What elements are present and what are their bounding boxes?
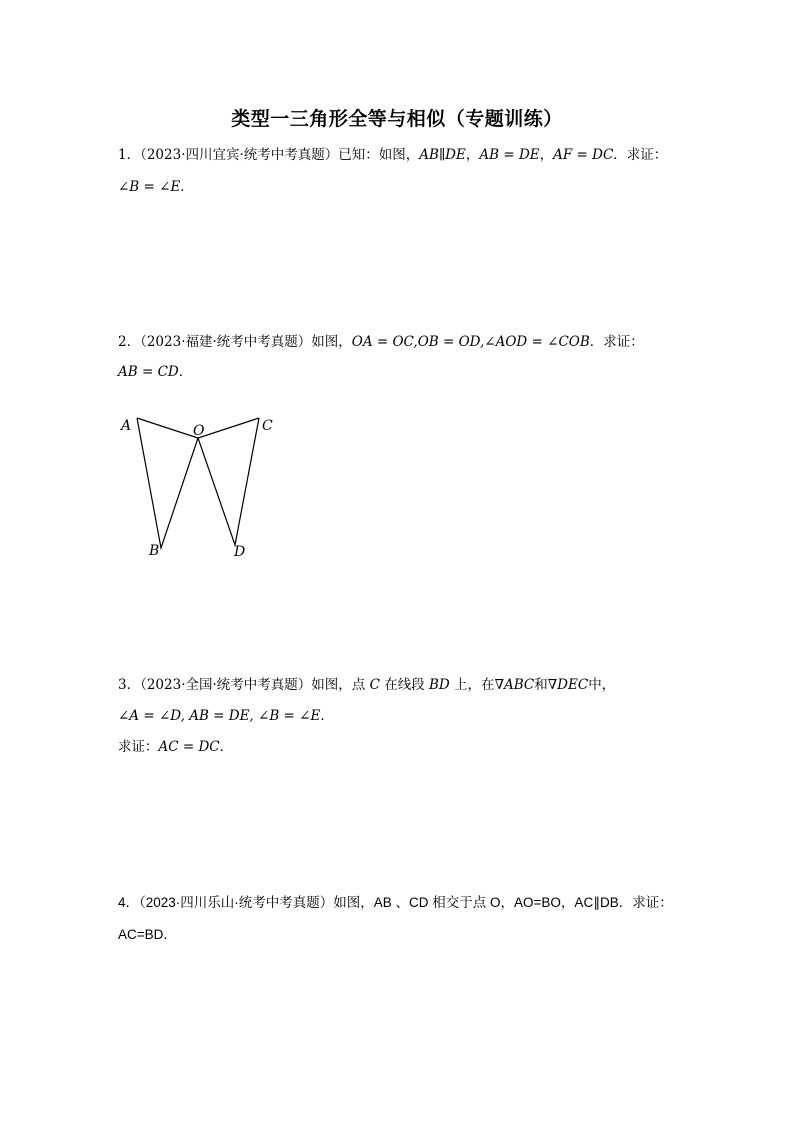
q3-segment-bd: BD (429, 677, 450, 693)
q3-line1 (118, 676, 615, 694)
q1-condition-af-dc: AF = DC (553, 147, 614, 163)
label-c: C (262, 418, 273, 434)
q2-goal-suffix: ． (178, 364, 193, 380)
q1-condition-equal-sides: AB = DE (479, 147, 540, 163)
q2-line1 (118, 333, 644, 351)
q3-triangle-abc: ∇ABC (494, 677, 535, 693)
label-d: D (234, 544, 246, 560)
q3-goal: AC = DC (158, 739, 220, 755)
q2-prefix: 2．（2023·福建·统考中考真题）如图， (118, 334, 352, 350)
q4-line1: 4．（2023·四川乐山·统考中考真题）如图，AB 、CD 相交于点 O，AO=BO，AC∥DB．求证： (118, 895, 673, 910)
q2-conditions: OA = OC,OB = OD,∠AOD = ∠COB (351, 334, 590, 350)
q2-goal: AB = CD (118, 364, 179, 380)
q2-line2 (118, 363, 192, 381)
label-b: B (149, 543, 160, 559)
q3-triangle-dec: ∇DEC (547, 677, 589, 693)
q1-condition-parallel: AB∥DE (419, 147, 466, 163)
q3-mid1: 在线段 (379, 677, 430, 693)
q3-goal-suffix: ． (219, 739, 234, 755)
triangle-cod (198, 418, 259, 545)
label-o: O (193, 423, 205, 439)
q3-line3 (118, 738, 233, 756)
q4-line2: AC=BD． (118, 927, 177, 942)
q1-sep1: ， (465, 147, 480, 163)
q1-line2 (118, 178, 194, 196)
q1-prefix: 1．（2023·四川宜宾·统考中考真题）已知：如图， (118, 147, 420, 163)
page-title: 类型一三角形全等与相似（专题训练） (231, 108, 563, 130)
q3-line2 (118, 707, 334, 725)
q2-suffix: ．求证： (589, 334, 644, 350)
q3-suffix: 中， (588, 677, 616, 693)
q1-sep2: ， (539, 147, 554, 163)
triangle-aob (137, 418, 198, 548)
q3-mid3: 和 (534, 677, 548, 693)
q1-line1 (118, 146, 667, 164)
q3-prefix: 3．（2023·全国·统考中考真题）如图，点 (118, 677, 370, 693)
q1-suffix: ．求证： (613, 147, 668, 163)
q1-goal: ∠B = ∠E (118, 179, 181, 195)
q2-figure-svg (115, 410, 285, 565)
q3-mid2: 上，在 (449, 677, 495, 693)
q3-prove-label: 求证： (118, 739, 159, 755)
q1-goal-suffix: ． (180, 179, 194, 195)
q2-figure (115, 410, 285, 565)
q3-point-c: C (369, 677, 380, 693)
q3-conditions: ∠A = ∠D, AB = DE, ∠B = ∠E (118, 708, 321, 724)
label-a: A (121, 418, 132, 434)
q3-conditions-suffix: ． (320, 708, 334, 724)
